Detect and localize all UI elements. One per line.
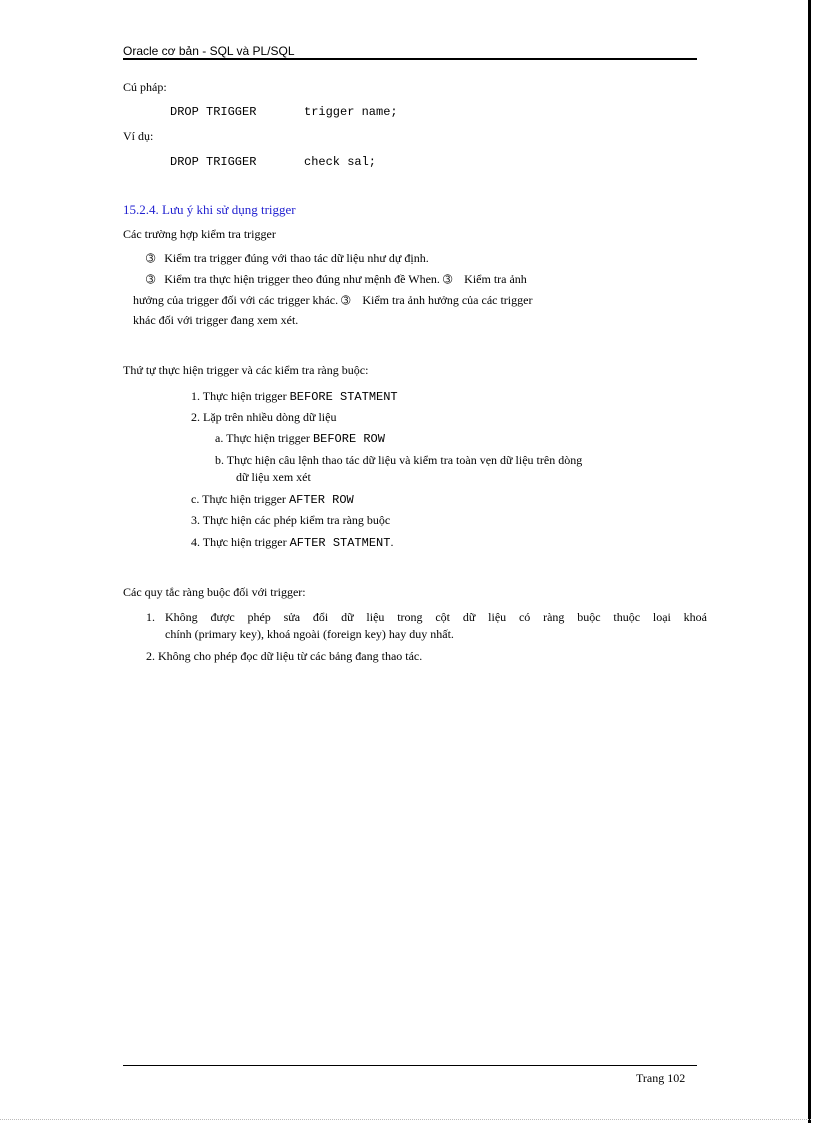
running-header: Oracle cơ bản - SQL và PL/SQL	[123, 44, 295, 58]
order-step	[191, 410, 336, 425]
step-number: c.	[191, 492, 200, 506]
syntax-label: Cú pháp:	[123, 80, 167, 94]
section-intro: Các trường hợp kiểm tra trigger	[123, 227, 276, 241]
order-step	[191, 513, 390, 528]
step-text: Thực hiện trigger	[202, 492, 289, 506]
step-text: Lặp trên nhiều dòng dữ liệu	[203, 410, 337, 424]
header-rule	[123, 58, 697, 60]
rules-intro: Các quy tắc ràng buộc đối với trigger:	[123, 585, 306, 599]
page-border-bottom	[0, 1119, 811, 1120]
section-heading: 15.2.4. Lưu ý khi sử dụng trigger	[123, 202, 296, 217]
order-step	[215, 431, 385, 446]
bullet-icon: ➂	[146, 274, 156, 286]
bullet-line-3	[133, 293, 532, 308]
step-code: AFTER ROW	[288, 493, 354, 507]
step-number: 3.	[191, 513, 200, 527]
rule-number: 2.	[146, 649, 155, 663]
syntax-code-arg: trigger name;	[304, 105, 398, 119]
step-text: Thực hiện trigger	[202, 535, 290, 549]
step-number: 1.	[191, 389, 200, 403]
step-code: AFTER STATMENT	[289, 536, 391, 550]
bullet-text: Kiểm tra ảnh hưởng của các trigger	[362, 293, 533, 307]
bullet-text: Kiểm tra trigger đúng với thao tác dữ liệu như dự định.	[164, 251, 429, 265]
step-tail: .	[390, 535, 394, 549]
footer-rule	[123, 1065, 697, 1066]
example-code-arg: check sal;	[304, 155, 377, 169]
step-text: Thực hiện trigger	[226, 431, 313, 445]
order-step	[191, 492, 354, 507]
order-step	[215, 453, 582, 468]
step-number: b.	[215, 453, 224, 467]
step-number: 4.	[191, 535, 200, 549]
bullet-text: Kiểm tra thực hiện trigger theo đúng như mệnh đề When.	[164, 272, 440, 286]
step-text: Thực hiện các phép kiểm tra ràng buộc	[202, 513, 391, 527]
order-step-continuation: dữ liệu xem xét	[236, 470, 311, 484]
rule-line: Không cho phép đọc dữ liệu từ các bảng đang thao tác.	[158, 649, 423, 663]
step-code: BEFORE ROW	[312, 432, 385, 446]
bullet-line-1	[146, 251, 429, 266]
page-border-right	[808, 0, 811, 1123]
step-text: Thực hiện trigger	[202, 389, 290, 403]
bullet-text: hưởng của trigger đối với các trigger khác.	[133, 293, 339, 307]
bullet-line-2	[146, 272, 527, 287]
syntax-code-keyword: DROP TRIGGER	[170, 105, 257, 119]
bullet-icon: ➂	[442, 274, 453, 286]
rule-number: 1.	[146, 610, 155, 624]
example-label: Ví dụ:	[123, 129, 154, 143]
rule-line: Không được phép sửa đổi dữ liệu trong cột dữ liệu có ràng buộc thuộc loại khoá	[165, 610, 707, 624]
rule-item	[146, 649, 422, 664]
step-code: BEFORE STATMENT	[289, 390, 398, 404]
bullet-icon: ➂	[146, 253, 156, 265]
page-number: Trang 102	[636, 1071, 686, 1085]
step-number: 2.	[191, 410, 200, 424]
bullet-text: Kiểm tra ảnh	[464, 272, 527, 286]
bullet-line-4: khác đối với trigger đang xem xét.	[133, 313, 299, 327]
order-intro: Thứ tự thực hiện trigger và các kiểm tra ràng buộc:	[123, 363, 369, 377]
order-step	[191, 535, 393, 550]
step-text: Thực hiện câu lệnh thao tác dữ liệu và kiểm tra toàn vẹn dữ liệu trên dòng	[226, 453, 583, 467]
bullet-icon: ➂	[341, 295, 351, 307]
rule-line-continuation: chính (primary key), khoá ngoài (foreign key) hay duy nhất.	[165, 627, 454, 641]
example-code-keyword: DROP TRIGGER	[170, 155, 257, 169]
step-number: a.	[215, 431, 224, 445]
order-step	[191, 389, 398, 404]
